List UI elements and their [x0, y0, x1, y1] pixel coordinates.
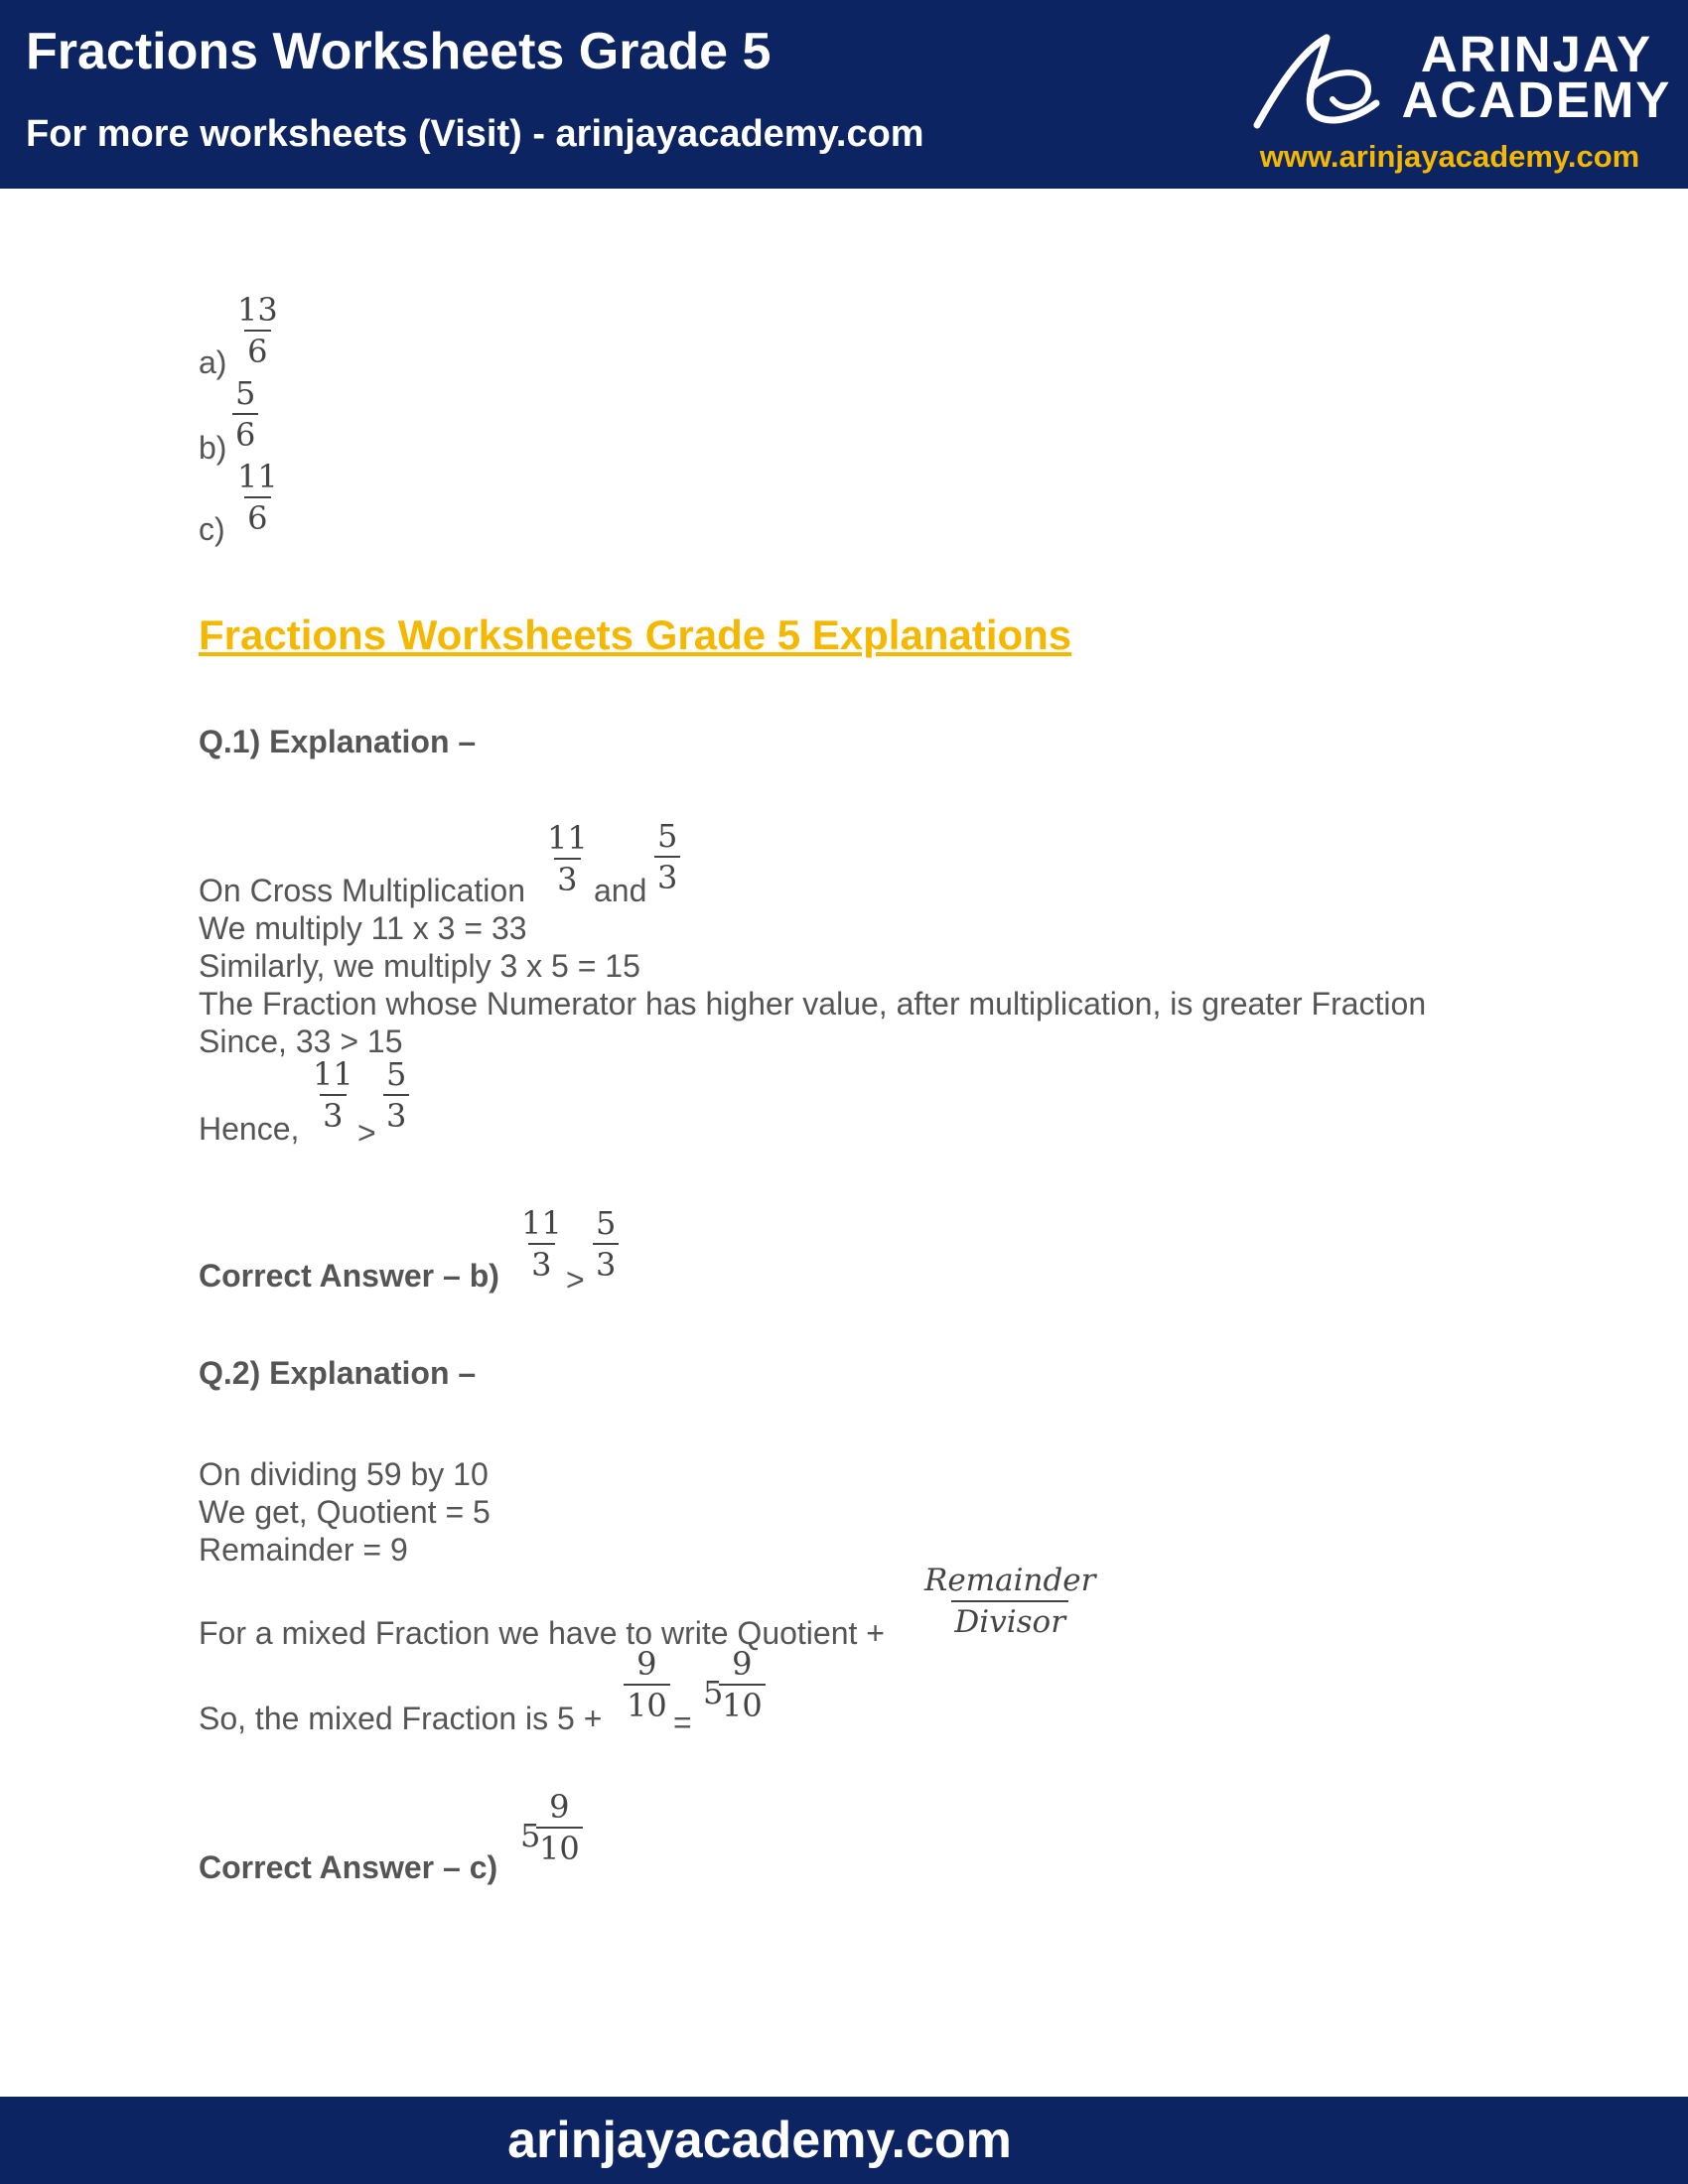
q1-line4: The Fraction whose Numerator has higher value, after multiplication, is greater Fraction	[199, 986, 1427, 1022]
q2-mixed-fraction: $\frac{9}{10}$	[719, 1644, 766, 1725]
q1-answer-gt: >	[566, 1262, 585, 1297]
q1-hence-fraction-5-3: $\frac{5}{3}$	[383, 1054, 409, 1136]
option-a-fraction: $\frac{13}{6}$	[237, 291, 278, 370]
q1-and: and	[594, 873, 647, 908]
q2-line1: On dividing 59 by 10	[199, 1456, 489, 1492]
logo-url: www.arinjayacademy.com	[1259, 139, 1640, 174]
option-b-fraction: $\frac{5}{6}$	[232, 373, 258, 455]
footer-url: arinjayacademy.com	[507, 2112, 1012, 2169]
q1-line5: Since, 33 > 15	[199, 1024, 403, 1059]
header-banner	[0, 0, 1688, 189]
q2-fraction-9-10: $\frac{9}{10}$	[624, 1644, 670, 1725]
q2-line3: Remainder = 9	[199, 1532, 408, 1568]
q2-fraction-remainder-divisor: Remainder Divisor	[924, 1563, 1096, 1640]
q1-fraction-11-3: $\frac{11}{3}$	[547, 819, 588, 898]
option-a-label: a)	[199, 344, 227, 380]
q2-mixed-whole: 5	[703, 1674, 724, 1711]
q1-answer-fraction-5-3: $\frac{5}{3}$	[593, 1203, 619, 1285]
q2-line4: For a mixed Fraction we have to write Quotient +	[199, 1615, 885, 1651]
q2-answer-fraction: $\frac{9}{10}$	[536, 1787, 583, 1868]
q1-heading: Q.1) Explanation –	[199, 724, 477, 759]
q1-hence-fraction-11-3: $\frac{11}{3}$	[313, 1055, 353, 1135]
q2-equals: =	[673, 1705, 692, 1740]
q1-answer: Correct Answer – b)	[199, 1258, 499, 1294]
logo-wordmark: ARINJAY ACADEMY	[1401, 26, 1672, 128]
section-title: Fractions Worksheets Grade 5 Explanations	[199, 612, 1072, 658]
q2-answer: Correct Answer – c)	[199, 1849, 498, 1885]
q2-heading: Q.2) Explanation –	[199, 1355, 477, 1391]
q1-line1: On Cross Multiplication	[199, 873, 525, 908]
page-subtitle: For more worksheets (Visit) - arinjayacademy.com	[26, 113, 924, 155]
academy-logo-icon	[1249, 30, 1388, 133]
option-c-label: c)	[199, 511, 225, 547]
q1-fraction-5-3: $\frac{5}{3}$	[654, 816, 680, 897]
q1-answer-fraction-11-3: $\frac{11}{3}$	[521, 1204, 562, 1284]
q2-line5: So, the mixed Fraction is 5 +	[199, 1701, 603, 1736]
q1-line2: We multiply 11 x 3 = 33	[199, 910, 527, 946]
q1-hence-gt: >	[357, 1115, 376, 1151]
page-title: Fractions Worksheets Grade 5	[26, 23, 772, 80]
option-b-label: b)	[199, 430, 227, 466]
q1-line3: Similarly, we multiply 3 x 5 = 15	[199, 948, 640, 984]
q2-line2: We get, Quotient = 5	[199, 1494, 491, 1530]
q2-answer-whole: 5	[520, 1817, 541, 1854]
q1-hence: Hence,	[199, 1111, 300, 1147]
option-c-fraction: $\frac{11}{6}$	[237, 458, 278, 537]
footer-banner	[0, 2097, 1688, 2184]
